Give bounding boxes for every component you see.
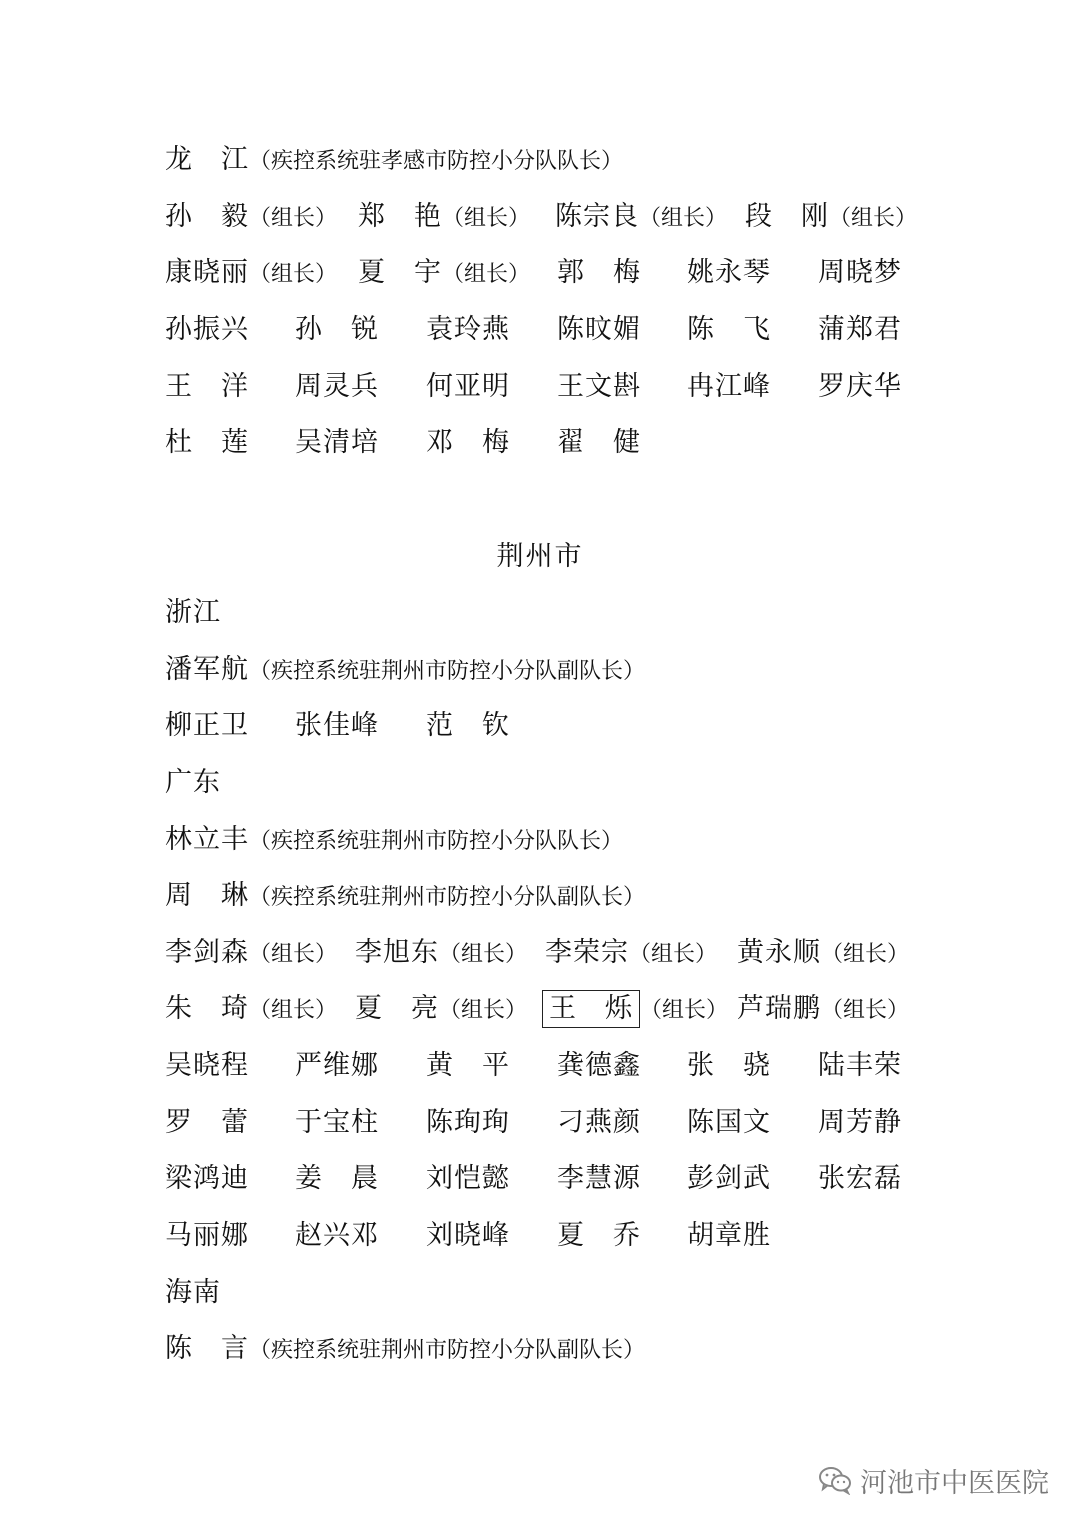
member-name-boxed: 王 烁 [542,990,640,1028]
member-name: 陈宗良 [555,201,639,232]
member-entry [355,933,527,975]
member-name: 夏 亮 [355,993,439,1024]
member-name: 陈 言 [165,1333,249,1364]
watermark-text: 河池市中医医院 [860,1467,1049,1499]
member-name: 陈 飞 [687,314,771,345]
member-entry [542,989,728,1031]
province-heading: 广东 [165,767,221,798]
member-name: 张宏磊 [818,1163,902,1194]
member-role: （组长） [829,206,918,231]
member-name: 段 刚 [745,201,829,232]
member-role: （组长） [439,998,528,1023]
member-entry [355,989,527,1031]
member-role: （组长） [249,262,338,287]
member-entry [358,197,530,239]
member-name: 朱 琦 [165,993,249,1024]
member-entry [426,1159,510,1199]
province-heading: 浙江 [165,597,221,628]
member-name: 黄永顺 [737,937,821,968]
member-name: 于宝柱 [295,1107,379,1138]
member-name: 康晓丽 [165,257,249,288]
member-role: （组长） [821,942,910,967]
member-name: 刘晓峰 [426,1220,510,1251]
member-role: （组长） [442,262,531,287]
member-name: 姜 晨 [295,1163,379,1194]
member-name: 周 琳 [165,880,249,911]
member-entry [426,1046,510,1086]
member-role: （疾控系统驻孝感市防控小分队队长） [249,149,624,174]
member-entry [426,423,510,463]
member-name: 翟 健 [557,427,641,458]
member-entry [358,253,530,295]
member-entry [165,197,337,239]
member-entry [295,1103,379,1143]
member-name: 孙振兴 [165,314,249,345]
member-entry [557,310,641,350]
member-entry [295,310,379,350]
member-entry [687,367,771,407]
member-name: 孙 毅 [165,201,249,232]
member-name: 冉江峰 [687,371,771,402]
member-name: 周晓梦 [818,257,902,288]
member-entry [687,1046,771,1086]
member-entry [165,1159,249,1199]
member-name: 刘恺懿 [426,1163,510,1194]
member-entry [165,253,337,295]
member-name: 罗 蕾 [165,1107,249,1138]
member-name: 王文斟 [557,371,641,402]
member-role: （组长） [639,206,728,231]
member-name: 范 钦 [426,710,510,741]
member-name: 李旭东 [355,937,439,968]
member-name: 李慧源 [557,1163,641,1194]
member-name: 彭剑武 [687,1163,771,1194]
member-name: 刁燕颜 [557,1107,641,1138]
member-entry [426,706,510,746]
member-name: 夏 宇 [358,257,442,288]
member-entry [818,253,902,293]
member-role: （疾控系统驻荆州市防控小分队副队长） [249,1338,646,1363]
member-role: （组长） [249,206,338,231]
member-entry [557,423,641,463]
member-entry [295,706,379,746]
member-name: 蒲郑君 [818,314,902,345]
member-entry [426,367,510,407]
member-role: （组长） [442,206,531,231]
member-entry [557,1216,641,1256]
member-role: （组长） [439,942,528,967]
member-role: （组长） [249,998,338,1023]
member-name: 王 洋 [165,371,249,402]
member-name: 陈珣珣 [426,1107,510,1138]
member-entry [426,1103,510,1143]
member-name: 马丽娜 [165,1220,249,1251]
member-entry [165,933,337,975]
member-entry [426,1216,510,1256]
member-entry [557,1159,641,1199]
member-entry [295,1046,379,1086]
member-name: 孙 锐 [295,314,379,345]
member-entry [165,820,623,862]
member-entry [295,1216,379,1256]
member-entry [687,310,771,350]
member-name: 柳正卫 [165,710,249,741]
member-name: 张佳峰 [295,710,379,741]
member-name: 邓 梅 [426,427,510,458]
member-name: 何亚明 [426,371,510,402]
member-entry [165,1216,249,1256]
member-entry [818,310,902,350]
member-name: 周芳静 [818,1107,902,1138]
member-name: 胡章胜 [687,1220,771,1251]
member-entry [295,367,379,407]
member-entry [557,367,641,407]
member-entry [165,1046,249,1086]
member-name: 黄 平 [426,1050,510,1081]
member-entry [557,253,641,293]
member-entry [165,310,249,350]
member-entry [295,1159,379,1199]
member-role: （疾控系统驻荆州市防控小分队队长） [249,829,624,854]
member-name: 吴清培 [295,427,379,458]
member-name: 罗庆华 [818,371,902,402]
member-name: 陈旼媚 [557,314,641,345]
member-role: （组长） [249,942,338,967]
member-name: 严维娜 [295,1050,379,1081]
member-entry [818,1159,902,1199]
member-entry [165,140,623,182]
member-name: 杜 莲 [165,427,249,458]
member-role: （疾控系统驻荆州市防控小分队副队长） [249,885,646,910]
member-entry [165,876,645,918]
member-name: 姚永琴 [687,257,771,288]
member-entry [165,989,337,1031]
member-entry [818,1103,902,1143]
member-entry [557,1046,641,1086]
member-name: 龚德鑫 [557,1050,641,1081]
member-entry [165,650,645,692]
member-entry [165,1329,645,1371]
member-name: 郭 梅 [557,257,641,288]
member-entry [295,423,379,463]
member-name: 张 骁 [687,1050,771,1081]
member-name: 郑 艳 [358,201,442,232]
member-name: 赵兴邓 [295,1220,379,1251]
member-name: 夏 乔 [557,1220,641,1251]
member-name: 袁玲燕 [426,314,510,345]
member-entry [165,1103,249,1143]
member-name: 陆丰荣 [818,1050,902,1081]
member-name: 李剑森 [165,937,249,968]
member-entry [545,933,717,975]
member-name: 林立丰 [165,824,249,855]
member-name: 龙 江 [165,144,249,175]
member-entry [818,1046,902,1086]
member-name: 潘军航 [165,654,249,685]
member-name: 周灵兵 [295,371,379,402]
watermark [818,1458,1049,1502]
member-name: 梁鸿迪 [165,1163,249,1194]
member-entry [745,197,917,239]
member-name: 陈国文 [687,1107,771,1138]
member-entry [165,706,249,746]
member-entry [737,933,909,975]
member-role: （组长） [629,942,718,967]
member-entry [687,1216,771,1256]
member-entry [687,1103,771,1143]
city-heading: 荆州市 [496,541,584,572]
member-entry [165,367,249,407]
member-entry [557,1103,641,1143]
province-heading: 海南 [165,1277,221,1308]
wechat-icon [818,1465,852,1495]
member-entry [426,310,510,350]
member-entry [818,367,902,407]
member-entry [737,989,909,1031]
member-role: （疾控系统驻荆州市防控小分队副队长） [249,659,646,684]
member-name: 芦瑞鹏 [737,993,821,1024]
member-name: 吴晓程 [165,1050,249,1081]
member-entry [687,253,771,293]
member-role: （组长） [640,998,729,1023]
member-entry [165,423,249,463]
member-entry [687,1159,771,1199]
member-entry [555,197,727,239]
member-role: （组长） [821,998,910,1023]
member-name: 李荣宗 [545,937,629,968]
